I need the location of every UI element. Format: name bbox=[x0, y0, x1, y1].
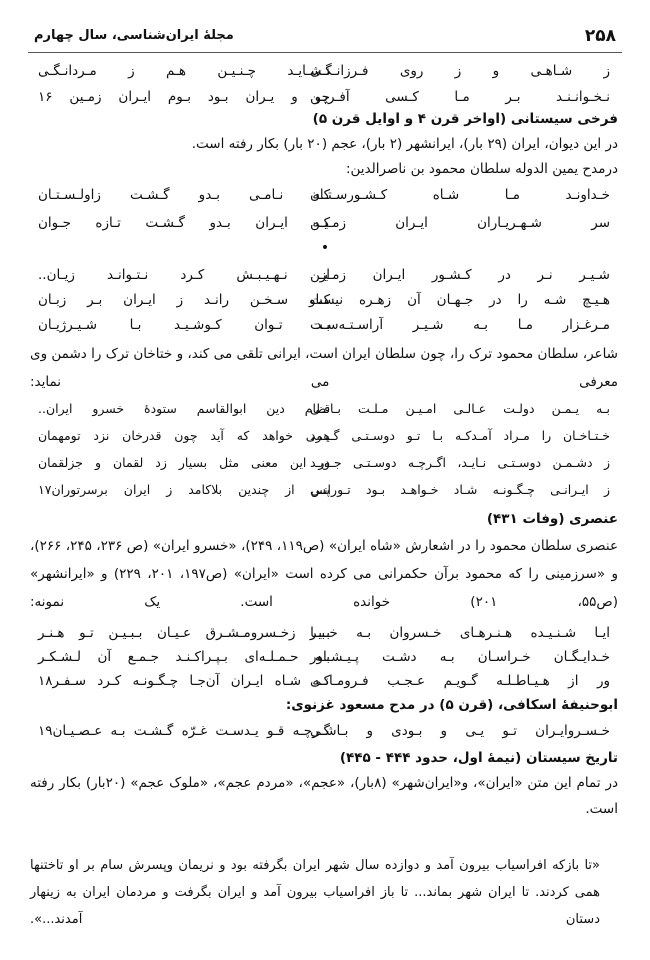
paragraph: درمدح یمین الدوله سلطان محمود بن ناصرالدین: bbox=[345, 161, 618, 177]
verse-line bbox=[30, 287, 618, 312]
hemistich-first: سر شـهـریـاران ایـران زمـیـن bbox=[310, 215, 610, 231]
paragraph: در تمام این متن «ایران»، و«ایران‌شهر» (۸بار)، «عجم»، «مردم عجم»، «ملوک عجم» (۲۰بار) بکار رفته است. bbox=[30, 775, 619, 817]
hemistich-first: هـیـچ شـه را در جـهـان آن زهـره نیست bbox=[310, 292, 610, 308]
hemistich-second: نظام دین ابوالقاسم ستودۀ خسرو ایران.. bbox=[38, 401, 330, 416]
section-heading: تاریخ سیستان (نیمۀ اول، حدود ۴۴۴ - ۴۴۵) bbox=[339, 750, 618, 766]
hemistich-second: کـاو سـخـن رانـد ز ایـران بـر زبـان bbox=[38, 292, 330, 308]
hemistich-first: ز شـاهـی و ز روی فـرزانـگـی bbox=[310, 63, 610, 79]
hemistich-first: خـداونـد مـا شـاه کـشـورسـتـان bbox=[310, 187, 610, 203]
hemistich-second: پس از چندین بلاکامد ز ایران برسرتوران۱۷ bbox=[38, 482, 330, 497]
verse-block bbox=[30, 182, 618, 238]
section-tarikh bbox=[30, 746, 618, 960]
hemistich-first: شـیـر نـر در کـشـور ایـران زمـیـن bbox=[310, 267, 610, 283]
hemistich-second: بـیـا زخـسرومـشـرق عـیـان بـبـیـن تـو هـنـر bbox=[38, 625, 330, 641]
verse-block bbox=[30, 620, 618, 692]
section-heading: ابوحنیفۀ اسکافی، (قرن ۵) در مدح مسعود غزنوی: bbox=[285, 697, 618, 713]
verse-line bbox=[30, 210, 618, 238]
verse-line bbox=[30, 312, 618, 337]
paragraph: در این دیوان، ایران (۲۹ بار)، ایرانشهر (۲ بار)، عجم (۲۰ بار) بکار رفته است. bbox=[191, 136, 618, 152]
hemistich-second: از نـهـیـبـش کـرد نـتـوانـد زیـان.. bbox=[38, 267, 330, 283]
page-number: ۲۵۸ bbox=[584, 26, 616, 46]
hemistich-second: در این معنی مثل بسیار زد لقمان و جزلقمان bbox=[38, 455, 330, 470]
paragraph: شاعر، سلطان محمود ترک را، چون سلطان ایران است، ایرانی تلقی می کند، و ختاخان ترک را دشمن وی معرفی می نماید: bbox=[30, 346, 618, 390]
verse-line bbox=[30, 58, 618, 84]
hemistich-second: همی خواهد که آید چون قدرخان نزد تومهمان bbox=[38, 428, 330, 443]
verse-line bbox=[30, 423, 618, 450]
hemistich-second: بـه حـمـلـه‌ای بـپـراکـنـد جـمـع آن لـشـکـر bbox=[38, 649, 330, 665]
verse-line bbox=[30, 477, 618, 504]
verse-block-top bbox=[30, 58, 618, 110]
hemistich-first: بـه یـمـن دولـت عـالـی امـیـن مـلـت بـاقـی bbox=[310, 401, 610, 416]
hemistich-first: مـرغـزار مـا بـه شـیـر آراسـتـه‌سـت bbox=[310, 317, 610, 333]
journal-title: مجلۀ ایران‌شناسی، سال چهارم bbox=[34, 28, 234, 43]
hemistich-second: کـه شـاه ایـران آن‌جـا چـگـونـه کـرد سـفـر۱۸ bbox=[38, 673, 330, 689]
paragraph: عنصری سلطان محمود را در اشعارش «شاه ایران» (ص۱۱۹، ۲۴۹)، «خسرو ایران» (ص ۲۳۶، ۲۴۵، ۲۶۶)، و «سرزمینی را که محمود برآن حکمرانی می کرده است «ایران» (ص۱۹۷، ۲۰۱، ۲۲۹) و «ایرانشهر» (ص۵۵، ۲۰۱) خوانده است. یک نمونه: bbox=[30, 538, 619, 610]
hemistich-second: کـه ایـران بـدو گـشـت تـازه جـوان bbox=[38, 215, 330, 231]
verse-line bbox=[30, 718, 618, 746]
verse-line bbox=[30, 396, 618, 423]
verse-line bbox=[30, 668, 618, 692]
hemistich-second: چو و یـران بـود بـوم ایـران زمـین ۱۶ bbox=[38, 89, 330, 105]
hemistich-second: نـشـایـد چـنـیـن هـم ز مـردانـگـی bbox=[38, 63, 330, 79]
quotation: «تا بازکه افراسیاب بیرون آمد و دوازده سال شهر ایران بگرفته بود و نریمان وپسرش سام بر او تاختنها همی کردند. تا ایران شهر بماند... تا باز افراسیاب بیرون آمد و ایران بگرفت و مردمان ایران به زینهار دستان آمدند...». bbox=[30, 858, 600, 927]
hemistich-first: ز دشـمـن دوسـتـی نـایـد، اگـرچـه دوسـتـی جـویـد bbox=[310, 455, 610, 470]
hemistich-first: ایـا شـنـیـده هـنـرهـای خـسروان بـه خـبـر bbox=[310, 625, 610, 641]
hemistich-second: بـد تـوان کـوشـیـد بـا شـیـرژیـان bbox=[38, 317, 330, 333]
hemistich-first: ز ایـرانـی چـگـونـه شـاد خـواهـد بـود تـورانـی bbox=[310, 482, 610, 497]
section-abuhanifa bbox=[30, 692, 618, 746]
section-heading: عنصری (وفات ۴۳۱) bbox=[486, 511, 618, 527]
hemistich-second: گـرچـه قـو یـدسـت غـرّه گـشـت بـه عـصـیـان۱۹ bbox=[38, 723, 330, 739]
verse-block bbox=[30, 262, 618, 337]
hemistich-first: نـخـوانـنـد بـر مـا کـسی آفـریـن bbox=[310, 89, 610, 105]
verse-line bbox=[30, 262, 618, 287]
verse-line bbox=[30, 620, 618, 644]
running-header bbox=[28, 22, 622, 53]
verse-line bbox=[30, 450, 618, 477]
section-separator: • bbox=[320, 240, 330, 256]
hemistich-first: خـتـاخـان را مـراد آمـدکـه بـا تـو دوسـتـی گـیـرد bbox=[310, 428, 610, 443]
verse-line bbox=[30, 644, 618, 668]
section-heading: فرخی سیستانی (اواخر قرن ۴ و اوایل قرن ۵) bbox=[312, 111, 618, 127]
hemistich-second: کـه نـامـی بـدو گـشـت زاولـسـتـان bbox=[38, 187, 330, 203]
hemistich-first: خـدایـگـان خـراسـان بـه دشـت پـیـشـاور bbox=[310, 649, 610, 665]
section-farrokhi bbox=[30, 106, 618, 182]
hemistich-first: ور از هـیـاطـلـه گـویـم عـجـب فـرومـانـی bbox=[310, 673, 610, 689]
hemistich-first: خـسـروایـران تـو یـی و بـودی و بـاشـی bbox=[310, 723, 610, 739]
verse-line bbox=[30, 182, 618, 210]
verse-block bbox=[30, 396, 618, 504]
